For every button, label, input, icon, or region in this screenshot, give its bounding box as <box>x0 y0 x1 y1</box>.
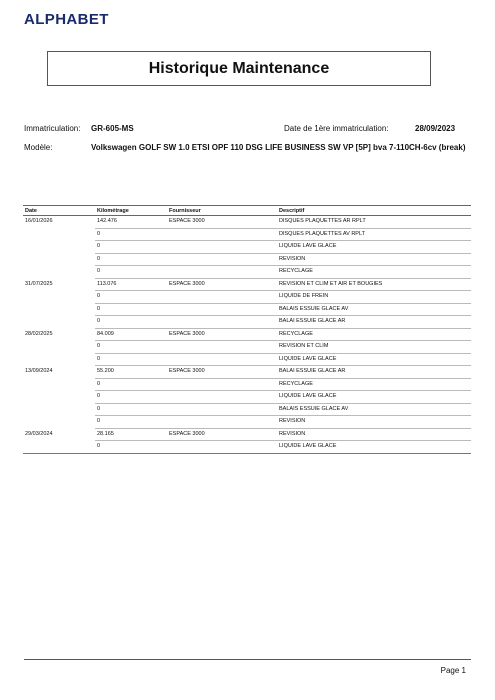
cell-supplier: ESPACE 3000 <box>167 216 277 229</box>
cell-description: BALAI ESSUIE GLACE AR <box>277 316 471 329</box>
col-header-description: Descriptif <box>277 206 471 216</box>
cell-supplier <box>167 241 277 254</box>
cell-description: RECYCLAGE <box>277 378 471 391</box>
first-registration-label: Date de 1ère immatriculation: <box>284 124 389 133</box>
cell-supplier <box>167 228 277 241</box>
cell-supplier <box>167 353 277 366</box>
cell-supplier <box>167 266 277 279</box>
cell-km: 113.076 <box>95 278 167 291</box>
cell-date <box>23 353 95 366</box>
cell-date <box>23 241 95 254</box>
cell-km: 28.165 <box>95 428 167 441</box>
cell-km: 0 <box>95 228 167 241</box>
cell-km: 0 <box>95 403 167 416</box>
cell-date <box>23 316 95 329</box>
cell-supplier <box>167 441 277 454</box>
table-row <box>23 403 471 416</box>
cell-description: REVISION <box>277 253 471 266</box>
cell-description: LIQUIDE LAVE GLACE <box>277 391 471 404</box>
table-row <box>23 353 471 366</box>
table-row <box>23 316 471 329</box>
cell-supplier <box>167 378 277 391</box>
cell-date <box>23 228 95 241</box>
cell-description: DISQUES PLAQUETTES AV RPLT <box>277 228 471 241</box>
table-row <box>23 366 471 379</box>
table-row <box>23 428 471 441</box>
cell-km: 55.200 <box>95 366 167 379</box>
cell-description: LIQUIDE LAVE GLACE <box>277 441 471 454</box>
table-row <box>23 228 471 241</box>
cell-date: 28/02/2025 <box>23 328 95 341</box>
col-header-date: Date <box>23 206 95 216</box>
cell-supplier <box>167 341 277 354</box>
cell-description: REVISION <box>277 428 471 441</box>
cell-date: 29/03/2024 <box>23 428 95 441</box>
cell-date <box>23 303 95 316</box>
cell-km: 0 <box>95 316 167 329</box>
cell-km: 142.476 <box>95 216 167 229</box>
table-row <box>23 328 471 341</box>
cell-description: LIQUIDE LAVE GLACE <box>277 241 471 254</box>
cell-supplier <box>167 303 277 316</box>
table-row <box>23 303 471 316</box>
cell-date <box>23 441 95 454</box>
cell-supplier <box>167 253 277 266</box>
table-row <box>23 241 471 254</box>
table-row <box>23 341 471 354</box>
cell-description: DISQUES PLAQUETTES AR RPLT <box>277 216 471 229</box>
registration-label: Immatriculation: <box>24 124 81 133</box>
cell-description: REVISION ET CLIM ET AIR ET BOUGIES <box>277 278 471 291</box>
cell-description: REVISION ET CLIM <box>277 341 471 354</box>
cell-description: REVISION <box>277 416 471 429</box>
cell-description: LIQUIDE LAVE GLACE <box>277 353 471 366</box>
page-title: Historique Maintenance <box>148 59 330 77</box>
cell-date: 31/07/2025 <box>23 278 95 291</box>
cell-km: 84.009 <box>95 328 167 341</box>
page-number: Page 1 <box>440 666 466 675</box>
cell-supplier <box>167 416 277 429</box>
cell-date <box>23 253 95 266</box>
cell-km: 0 <box>95 341 167 354</box>
cell-date: 16/01/2026 <box>25 218 53 224</box>
model-value: Volkswagen GOLF SW 1.0 ETSI OPF 110 DSG LIFE BUSINESS SW VP [5P] bva 7-110CH-6cv (break) <box>91 143 466 152</box>
table-header-row <box>23 206 471 216</box>
cell-date: 13/09/2024 <box>23 366 95 379</box>
cell-km: 0 <box>95 266 167 279</box>
model-label: Modèle: <box>24 143 53 152</box>
registration-value: GR-605-MS <box>91 124 134 133</box>
cell-km: 0 <box>95 416 167 429</box>
cell-km: 0 <box>95 253 167 266</box>
cell-supplier <box>167 403 277 416</box>
cell-description: BALAI ESSUIE GLACE AR <box>277 366 471 379</box>
cell-supplier <box>167 291 277 304</box>
brand-logo: ALPHABET <box>24 11 109 28</box>
cell-description: LIQUIDE DE FREIN <box>277 291 471 304</box>
table-row <box>23 278 471 291</box>
cell-supplier <box>167 391 277 404</box>
cell-date <box>23 403 95 416</box>
table-row <box>23 416 471 429</box>
title-box <box>47 51 431 86</box>
cell-date <box>23 378 95 391</box>
table-row <box>23 291 471 304</box>
table-row <box>23 266 471 279</box>
col-header-supplier: Fournisseur <box>167 206 277 216</box>
cell-supplier: ESPACE 3000 <box>167 328 277 341</box>
cell-supplier: ESPACE 3000 <box>167 366 277 379</box>
cell-date <box>23 391 95 404</box>
cell-supplier: ESPACE 3000 <box>167 428 277 441</box>
cell-km: 0 <box>95 241 167 254</box>
footer-divider <box>24 659 471 660</box>
cell-date <box>23 341 95 354</box>
cell-date <box>23 266 95 279</box>
col-header-km: Kilométrage <box>95 206 167 216</box>
cell-description: RECYCLAGE <box>277 266 471 279</box>
cell-supplier <box>167 316 277 329</box>
table-body <box>23 216 471 454</box>
table-row <box>23 253 471 266</box>
table-row <box>23 391 471 404</box>
table-row <box>23 441 471 454</box>
table-row <box>23 216 471 229</box>
cell-description: RECYCLAGE <box>277 328 471 341</box>
maintenance-table <box>23 205 471 454</box>
cell-description: BALAIS ESSUIE GLACE AV <box>277 303 471 316</box>
cell-description: BALAIS ESSUIE GLACE AV <box>277 403 471 416</box>
cell-date <box>23 416 95 429</box>
cell-date <box>23 291 95 304</box>
cell-supplier: ESPACE 3000 <box>167 278 277 291</box>
first-registration-value: 28/09/2023 <box>415 124 456 133</box>
cell-km: 0 <box>95 441 167 454</box>
cell-km: 0 <box>95 353 167 366</box>
cell-km: 0 <box>95 378 167 391</box>
cell-km: 0 <box>95 303 167 316</box>
table-row <box>23 378 471 391</box>
cell-km: 0 <box>95 391 167 404</box>
cell-km: 0 <box>95 291 167 304</box>
